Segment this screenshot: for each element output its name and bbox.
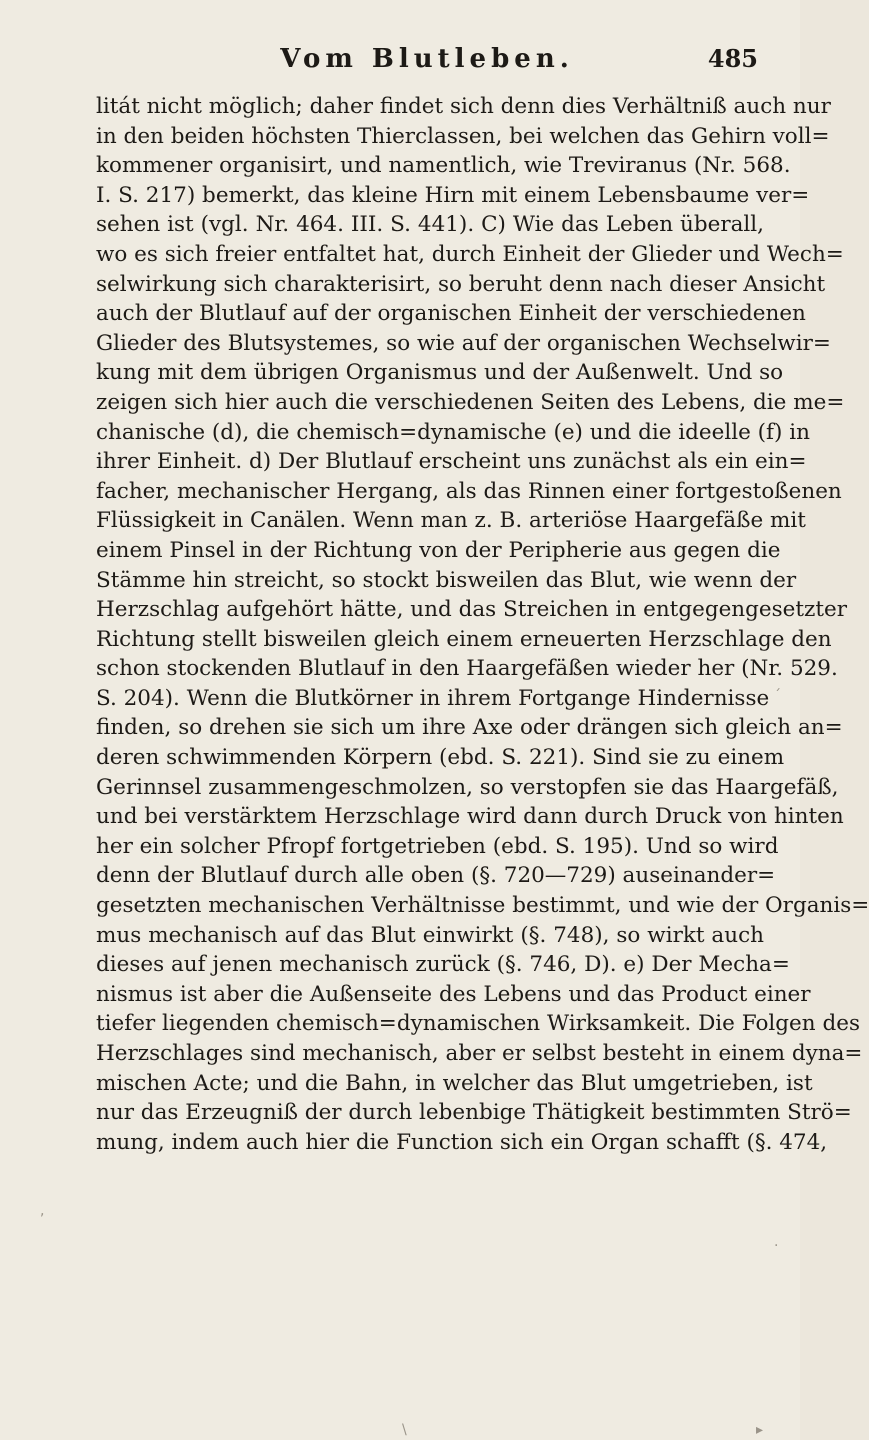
running-header [96, 44, 758, 84]
text-line: gesetzten mechanischen Verhältnisse bestimmt, und wie der Organis= [96, 893, 869, 919]
text-line: zeigen sich hier auch die verschiedenen Seiten des Lebens, die me= [96, 389, 845, 415]
page-number: 485 [707, 44, 758, 73]
margin-mark: \ [402, 1422, 407, 1438]
text-line: her ein solcher Pfropf fortgetrieben (ebd. S. 195). Und so wird [96, 833, 779, 859]
margin-mark: ▸ [756, 1422, 764, 1438]
margin-mark: , [40, 1203, 45, 1219]
margin-mark: · [774, 1238, 779, 1254]
text-line: tiefer liegenden chemisch=dynamischen Wirksamkeit. Die Folgen des [96, 1011, 860, 1037]
text-line: mus mechanisch auf das Blut einwirkt (§. 748), so wirkt auch [96, 922, 764, 948]
text-line: auch der Blutlauf auf der organischen Einheit der verschiedenen [96, 301, 806, 327]
text-line: kung mit dem übrigen Organismus und der Außenwelt. Und so [96, 360, 784, 386]
text-line: I. S. 217) bemerkt, das kleine Hirn mit einem Lebensbaume ver= [96, 182, 810, 208]
text-line: denn der Blutlauf durch alle oben (§. 720—729) auseinander= [96, 863, 776, 889]
text-line: Herzschlages sind mechanisch, aber er selbst besteht in einem dyna= [96, 1041, 863, 1066]
text-line: Richtung stellt bisweilen gleich einem erneuerten Herzschlage den [96, 626, 832, 652]
text-line: und bei verstärktem Herzschlage wird dann durch Druck von hinten [96, 804, 844, 830]
text-line: wo es sich freier entfaltet hat, durch Einheit der Glieder und Wech= [96, 241, 844, 267]
text-line: Stämme hin streicht, so stockt bisweilen das Blut, wie wenn der [96, 567, 797, 593]
text-line: kommener organisirt, und namentlich, wie Treviranus (Nr. 568. [96, 153, 791, 179]
text-line: mischen Acte; und die Bahn, in welcher das Blut umgetrieben, ist [96, 1070, 813, 1096]
text-line: ihrer Einheit. d) Der Blutlauf erscheint uns zunächst als ein ein= [96, 449, 807, 475]
text-line: einem Pinsel in der Richtung von der Peripherie aus gegen die [96, 537, 781, 563]
margin-mark: ´ [774, 688, 781, 704]
text-line: Gerinnsel zusammengeschmolzen, so verstopfen sie das Haargefäß, [96, 774, 839, 800]
text-line: deren schwimmenden Körpern (ebd. S. 221). Sind sie zu einem [96, 745, 785, 771]
text-line: chanische (d), die chemisch=dynamische (e) und die ideelle (f) in [96, 419, 810, 445]
body-text [96, 92, 869, 1157]
text-line: facher, mechanischer Hergang, als das Rinnen einer fortgestoßenen [96, 478, 842, 504]
header-title: Vom Blutleben. [280, 44, 574, 74]
text-line: Glieder des Blutsystemes, so wie auf der organischen Wechselwir= [96, 330, 831, 356]
text-line: litát nicht möglich; daher findet sich denn dies Verhältniß auch nur [96, 94, 831, 119]
text-line: nismus ist aber die Außenseite des Lebens und das Product einer [96, 981, 811, 1007]
text-line: selwirkung sich charakterisirt, so beruht denn nach dieser Ansicht [96, 271, 826, 297]
text-line: finden, so drehen sie sich um ihre Axe oder drängen sich gleich an= [96, 715, 843, 741]
text-line: in den beiden höchsten Thierclassen, bei welchen das Gehirn voll= [96, 123, 830, 149]
text-line: S. 204). Wenn die Blutkörner in ihrem Fortgange Hindernisse [96, 685, 770, 711]
text-line: Herzschlag aufgehört hätte, und das Streichen in entgegengesetzter [96, 597, 847, 623]
text-line: mung, indem auch hier die Function sich ein Organ schafft (§. 474, [96, 1129, 828, 1155]
text-line: sehen ist (vgl. Nr. 464. III. S. 441). C) Wie das Leben überall, [96, 212, 764, 238]
text-line: Flüssigkeit in Canälen. Wenn man z. B. arteriöse Haargefäße mit [96, 508, 806, 534]
text-line: dieses auf jenen mechanisch zurück (§. 746, D). e) Der Mecha= [96, 952, 790, 978]
text-line: schon stockenden Blutlauf in den Haargefäßen wieder her (Nr. 529. [96, 656, 838, 682]
text-line: nur das Erzeugniß der durch lebenbige Thätigkeit bestimmten Strö= [96, 1100, 852, 1126]
